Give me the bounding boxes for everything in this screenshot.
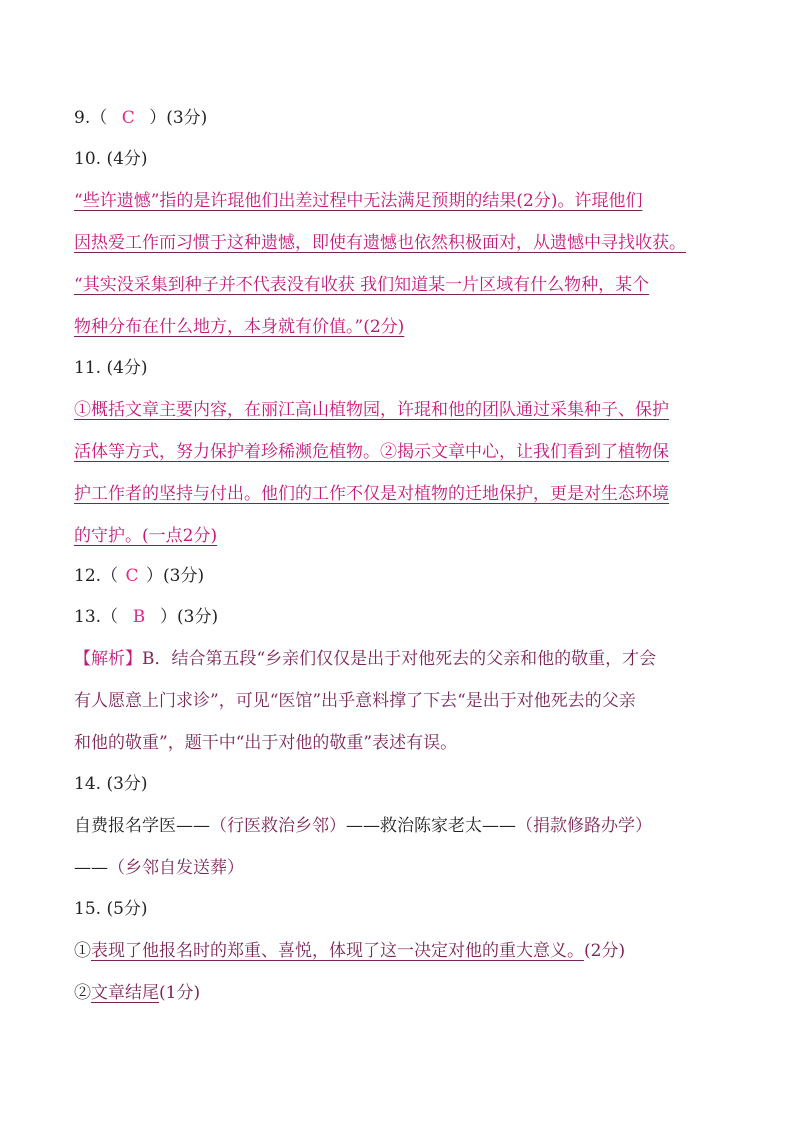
q9-score: (3分) bbox=[166, 108, 208, 128]
q15-header: 15. (5分) bbox=[74, 899, 148, 919]
q14-header: 14. (3分) bbox=[74, 774, 148, 794]
q11-answer-line-3: 护工作者的坚持与付出。他们的工作不仅是对植物的迁地保护，更是对生态环境 bbox=[74, 484, 669, 504]
q12-close: ） bbox=[146, 566, 164, 586]
q11-answer-line-1: ①概括文章主要内容，在丽江高山植物园，许琨和他的团队通过采集种子、保护 bbox=[74, 400, 669, 420]
q10-answer-line-2: 因热爱工作而习惯于这种遗憾，即使有遗憾也依然积极面对，从遗憾中寻找收获。 bbox=[74, 233, 686, 253]
q14-blank-2: （捐款修路办学） bbox=[516, 816, 652, 836]
q13-analysis-text-1: B．结合第五段“乡亲们仅仅是出于对他死去的父亲和他的敬重，才会 bbox=[142, 649, 657, 669]
q14-blank-1: （行医救治乡邻） bbox=[210, 816, 346, 836]
q10-header: 10. (4分) bbox=[74, 149, 148, 169]
q10-answer-line-1: “些许遗憾”指的是许琨他们出差过程中无法满足预期的结果(2分)。许琨他们 bbox=[74, 191, 643, 211]
q11-header: 11. (4分) bbox=[74, 358, 148, 378]
q12-number: 12.（ bbox=[74, 566, 119, 586]
q9-answer: C bbox=[121, 108, 135, 128]
q14-step-fixed-1: 自费报名学医—— bbox=[74, 816, 210, 836]
q14-sequence-line-1 bbox=[74, 814, 652, 838]
q13-close: ） bbox=[160, 607, 178, 627]
q15-item-1-marker: ① bbox=[74, 941, 91, 961]
q9-number: 9.（ bbox=[74, 108, 108, 128]
q13-score: (3分) bbox=[177, 607, 219, 627]
q13-analysis-line-1 bbox=[74, 647, 656, 671]
q15-item-1 bbox=[74, 939, 625, 963]
q9-line bbox=[74, 106, 207, 130]
q15-item-2-marker: ② bbox=[74, 983, 91, 1003]
q12-answer: C bbox=[125, 566, 139, 586]
q10-answer-line-3: “其实没采集到种子并不代表没有收获 我们知道某一片区域有什么物种，某个 bbox=[74, 275, 650, 295]
q15-item-2-text: 文章结尾 bbox=[91, 983, 159, 1003]
q14-blank-3: （乡邻自发送葬） bbox=[108, 858, 244, 878]
q15-item-2-score: (1分) bbox=[159, 983, 201, 1003]
q14-step-fixed-2: ——救治陈家老太—— bbox=[346, 816, 516, 836]
q13-answer: B bbox=[132, 607, 146, 627]
q13-analysis-tag: 【解析】 bbox=[74, 649, 142, 669]
q15-item-1-text: 表现了他报名时的郑重、喜悦，体现了这一决定对他的重大意义。 bbox=[91, 941, 584, 961]
q13-line bbox=[74, 605, 218, 629]
q11-answer-line-2: 活体等方式，努力保护着珍稀濒危植物。②揭示文章中心，让我们看到了植物保 bbox=[74, 442, 669, 462]
q12-line bbox=[74, 564, 204, 588]
q10-answer-line-4: 物种分布在什么地方，本身就有价值。”(2分) bbox=[74, 317, 405, 337]
q12-score: (3分) bbox=[163, 566, 205, 586]
q15-item-2 bbox=[74, 981, 200, 1005]
q14-sequence-line-2 bbox=[74, 856, 244, 880]
q11-answer-line-4: 的守护。(一点2分) bbox=[74, 526, 218, 546]
q9-close: ） bbox=[149, 108, 167, 128]
q14-dash: —— bbox=[74, 858, 108, 878]
q13-analysis-line-2: 有人愿意上门求诊”，可见“医馆”出乎意料撑了下去“是出于对他死去的父亲 bbox=[74, 691, 636, 711]
q15-item-1-score: (2分) bbox=[584, 941, 626, 961]
q13-analysis-line-3: 和他的敬重”，题干中“出于对他的敬重”表述有误。 bbox=[74, 733, 458, 753]
q13-number: 13.（ bbox=[74, 607, 119, 627]
